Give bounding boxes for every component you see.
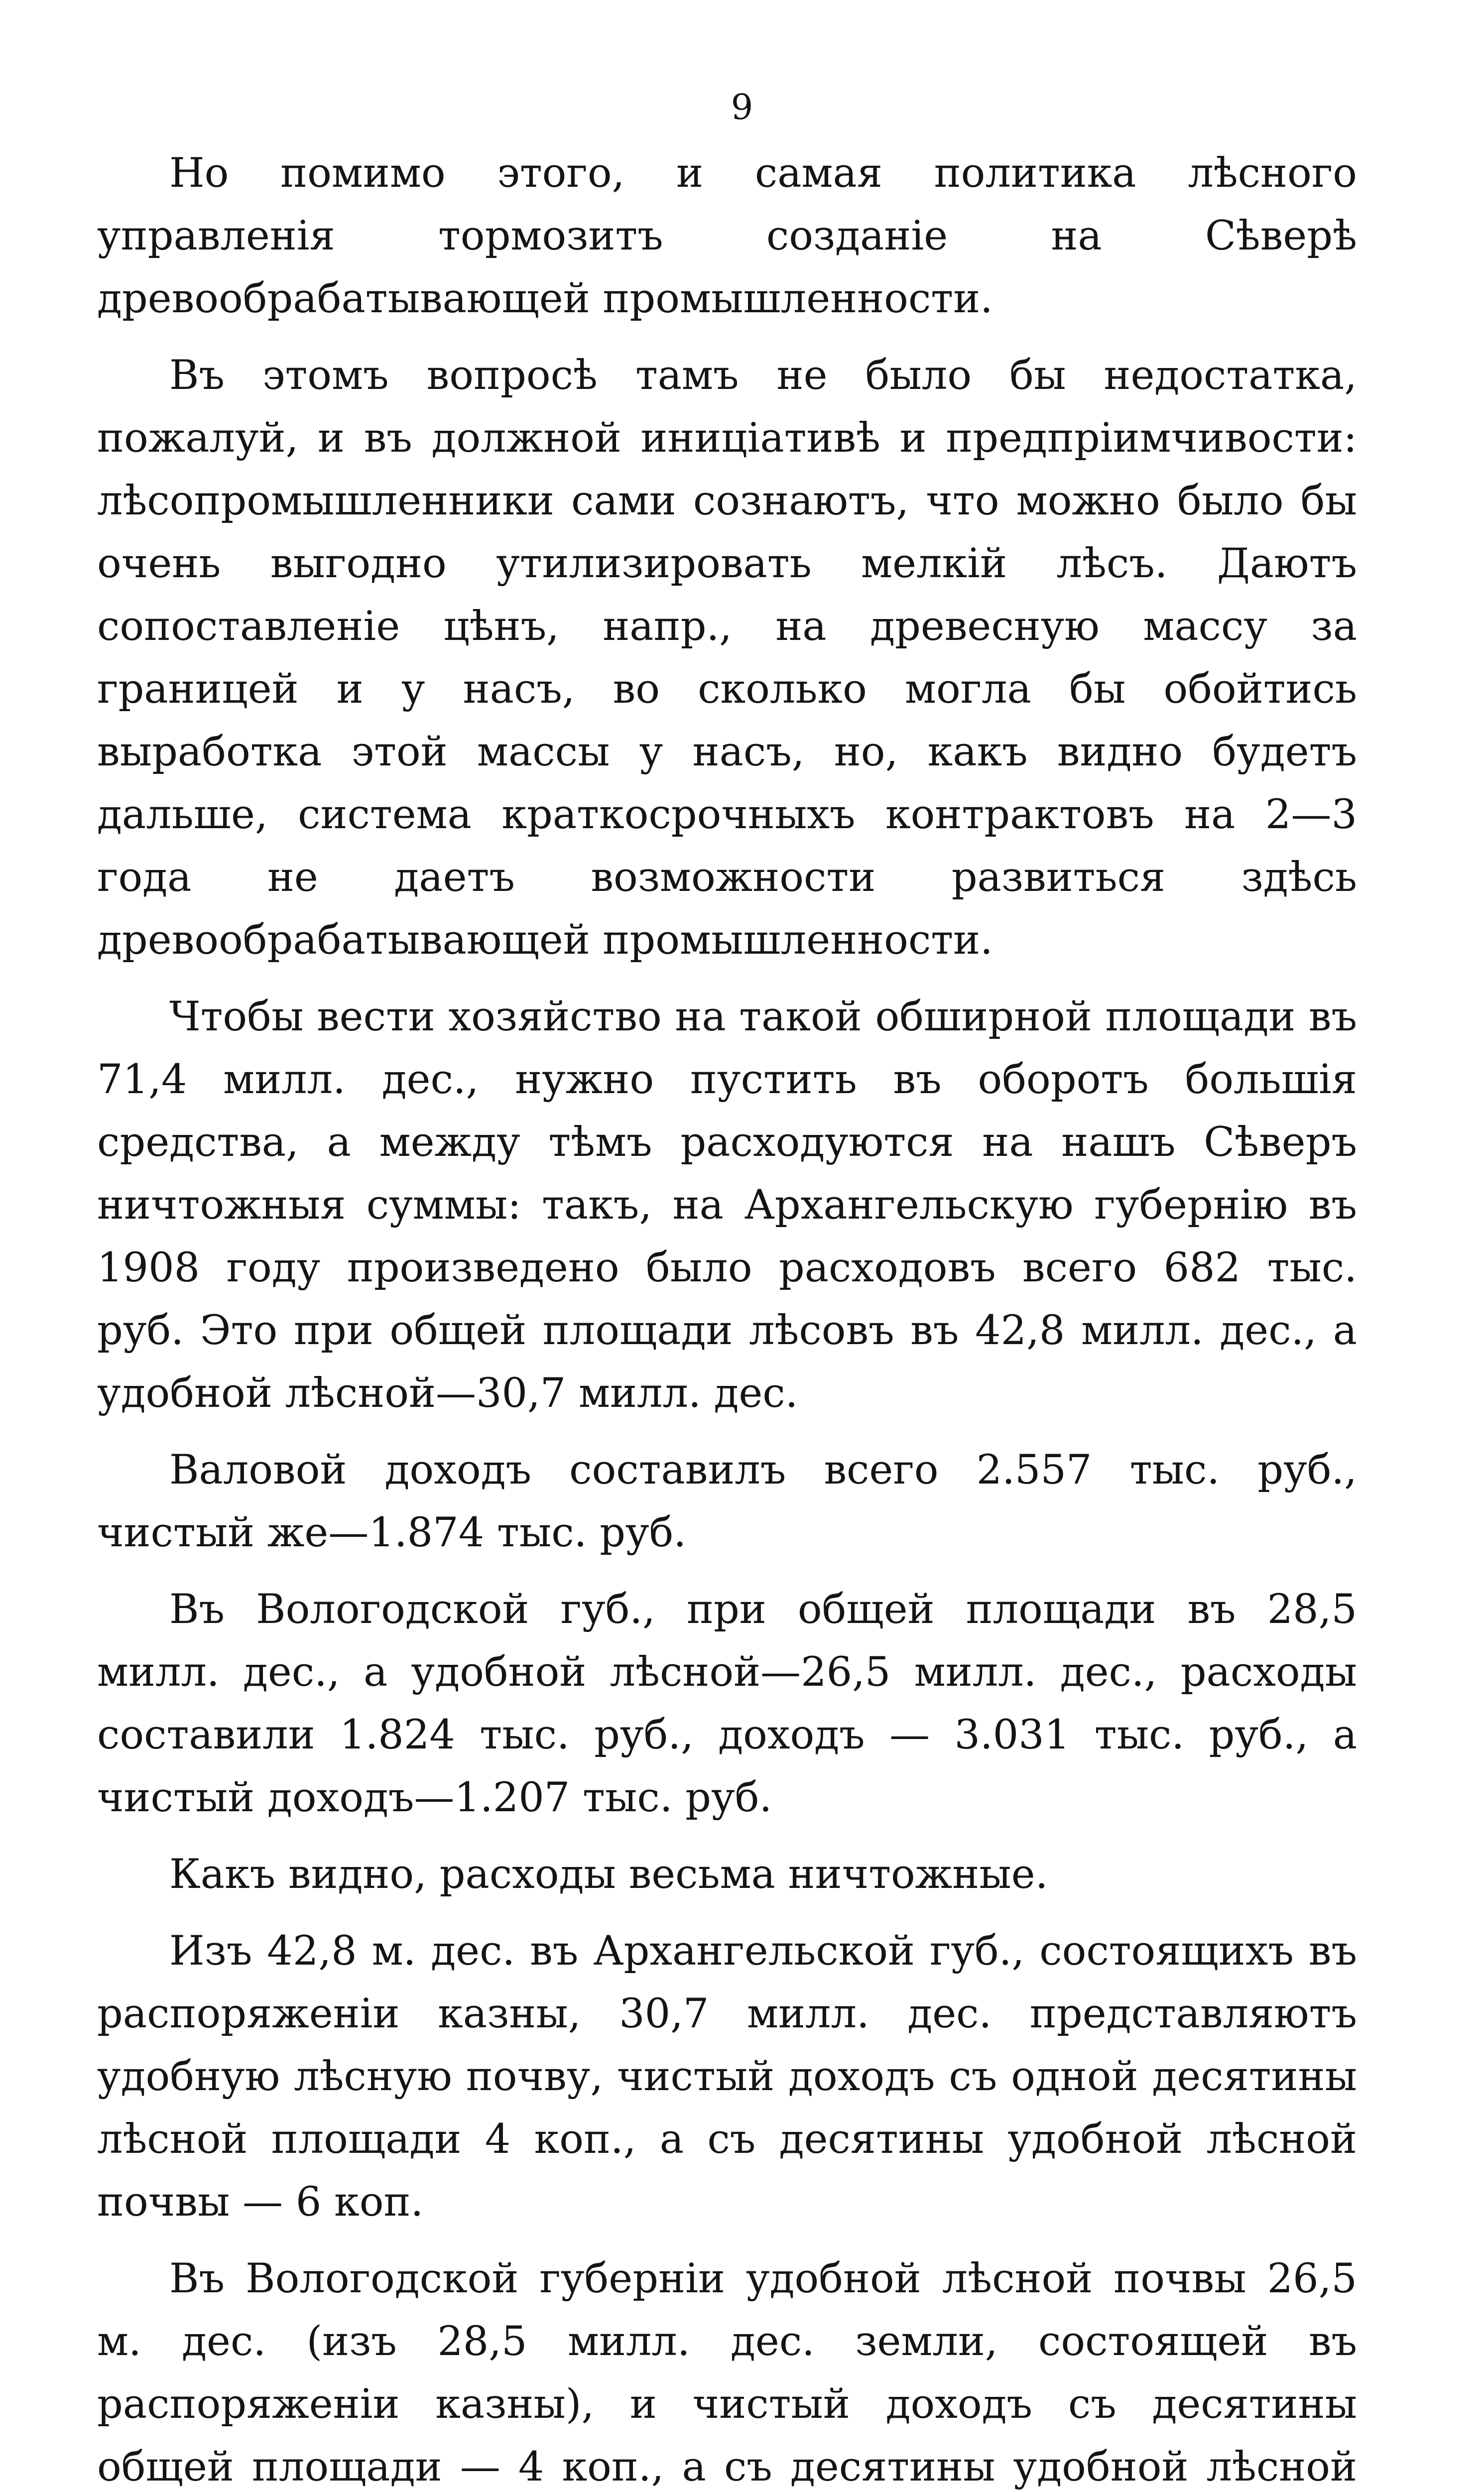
- paragraph-7: Изъ 42,8 м. дес. въ Архангельской губ., состоящихъ въ распоряженіи казны, 30,7 милл. дес. представляютъ удобную лѣсную почву, чистый доходъ съ одной десятины лѣсной площади 4 коп., а съ десятины удобной лѣсной почвы — 6 коп.: [97, 1928, 1357, 2226]
- paragraph-8: Въ Вологодской губерніи удобной лѣсной почвы 26,5 м. дес. (изъ 28,5 милл. дес. земли, состоящей въ распоряженіи казны), и чистый доходъ съ десятины общей площади — 4 коп., а съ десятины удобной лѣсной: [97, 2255, 1357, 2490]
- paragraph-1: Но помимо этого, и самая политика лѣсного управленія тормозитъ созданіе на Сѣверѣ древообрабатывающей промышленности.: [97, 150, 1357, 322]
- paragraph-3: Чтобы вести хозяйство на такой обширной площади въ 71,4 милл. дес., нужно пустить въ оборотъ большія средства, а между тѣмъ расходуются на нашъ Сѣверъ ничтожныя суммы: такъ, на Архангельскую губернію въ 1908 году произведено было расходовъ всего 682 тыс. руб. Это при общей площади лѣсовъ въ 42,8 милл. дес., а удобной лѣсной—30,7 милл. дес.: [97, 994, 1357, 1417]
- page-number: 9: [731, 87, 753, 127]
- body-text: [97, 142, 1357, 2490]
- paragraph-6: Какъ видно, расходы весьма ничтожные.: [169, 1851, 1048, 1898]
- paragraph-2: Въ этомъ вопросѣ тамъ не было бы недостатка, пожалуй, и въ должной иниціативѣ и предпріимчивости: лѣсопромышленники сами сознаютъ, что можно было бы очень выгодно утилизировать мелкій лѣсъ. Даютъ сопоставленіе цѣнъ, напр., на древесную массу за границей и у насъ, во сколько могла бы обойтись выработка этой массы у насъ, но, какъ видно будетъ дальше, система краткосрочныхъ контрактовъ на 2—3 года не даетъ возможности развиться здѣсь древообрабатывающей промышленности.: [97, 352, 1357, 964]
- paragraph-5: Въ Вологодской губ., при общей площади въ 28,5 милл. дес., а удобной лѣсной—26,5 милл. дес., расходы составили 1.824 тыс. руб., доходъ — 3.031 тыс. руб., а чистый доходъ—1.207 тыс. руб.: [97, 1586, 1357, 1821]
- paragraph-4: Валовой доходъ составилъ всего 2.557 тыс. руб., чистый же—1.874 тыс. руб.: [97, 1447, 1357, 1556]
